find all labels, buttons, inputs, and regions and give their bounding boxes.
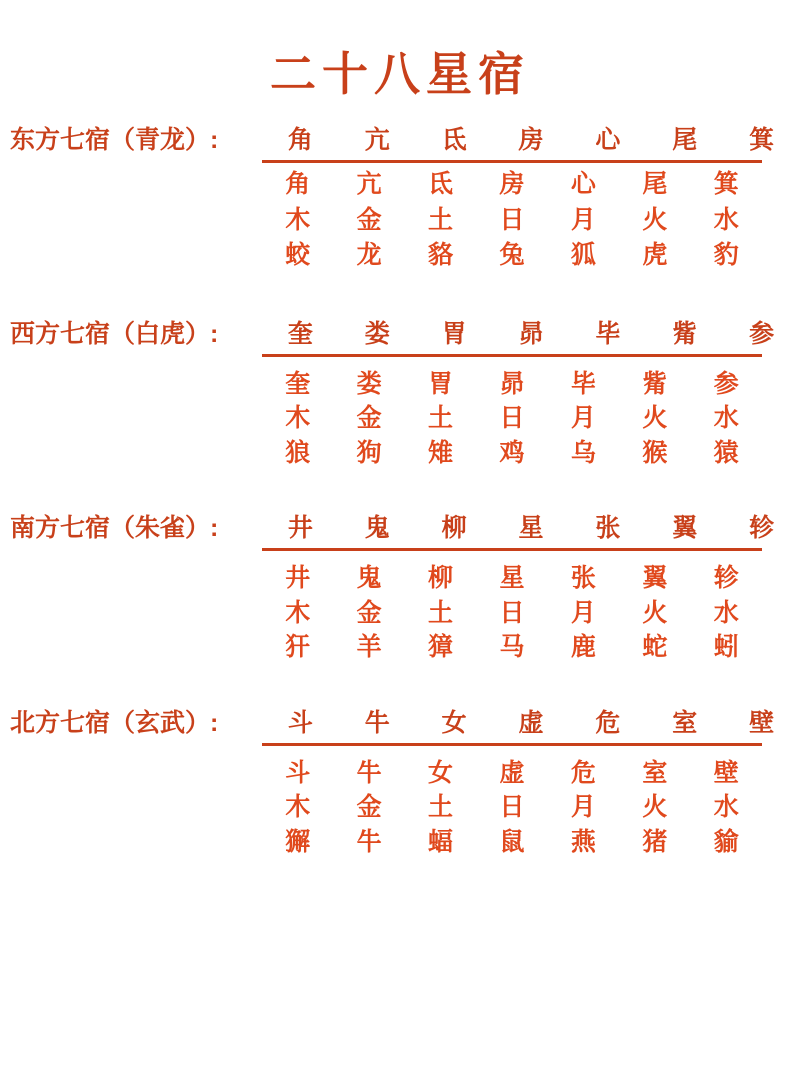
cell: 火: [642, 598, 668, 627]
cell: 奎: [285, 369, 311, 398]
cell: 室: [642, 758, 668, 787]
cell: 觜: [642, 369, 668, 398]
cell: 星: [499, 564, 525, 592]
cell: 牛: [356, 827, 382, 856]
cell: 蝠: [428, 827, 454, 856]
cell: 日: [499, 598, 525, 627]
mansion-name: 斗: [287, 708, 313, 737]
cell: 日: [499, 205, 525, 234]
table-row: [262, 367, 762, 402]
mansion-name: 尾: [672, 126, 698, 154]
mansion-name: 角: [287, 126, 313, 154]
table-row: [262, 756, 762, 791]
cell: 日: [499, 793, 525, 821]
cell: 水: [713, 205, 739, 234]
cell: 猴: [642, 438, 668, 467]
cell: 木: [285, 404, 311, 432]
cell: 木: [285, 205, 311, 234]
cell: 日: [499, 404, 525, 432]
mansion-name: 虚: [518, 708, 544, 737]
group-header: [0, 120, 800, 156]
mansion-name: 壁: [749, 708, 775, 737]
cell: 蛇: [642, 633, 668, 661]
table-row: [262, 630, 762, 665]
cell: 龙: [356, 241, 382, 269]
cell: 狗: [356, 438, 382, 467]
cell: 貐: [713, 827, 739, 856]
cell: 翼: [642, 564, 668, 592]
group-header: [0, 314, 800, 350]
group-label: 东方七宿（青龙）:: [10, 126, 219, 154]
cell: 鬼: [356, 564, 382, 592]
group-east: [0, 120, 800, 274]
table-row: [262, 401, 762, 436]
group-rows: [262, 561, 762, 665]
group-north: [0, 703, 800, 860]
cell: 马: [499, 633, 525, 661]
cell: 蛟: [285, 241, 311, 269]
group-label: 西方七宿（白虎）:: [10, 319, 219, 348]
cell: 金: [356, 793, 382, 821]
cell: 火: [642, 205, 668, 234]
cell: 犴: [285, 633, 311, 661]
cell: 亢: [356, 170, 382, 198]
cell: 乌: [570, 438, 596, 467]
group-rows: [262, 756, 762, 860]
mansion-name: 井: [287, 514, 313, 542]
cell: 鸡: [499, 438, 525, 467]
mansion-name: 危: [595, 708, 621, 737]
group-names-row: [262, 120, 800, 156]
group-south: [0, 508, 800, 665]
cell: 蚓: [713, 633, 739, 661]
group-header: [0, 703, 800, 739]
cell: 獐: [428, 633, 454, 661]
table-row: [262, 167, 762, 203]
mansion-name: 胃: [441, 319, 467, 348]
cell: 壁: [713, 758, 739, 787]
cell: 胃: [428, 369, 454, 398]
group-rows: [262, 367, 762, 471]
mansion-name: 参: [749, 319, 775, 348]
mansion-name: 鬼: [364, 514, 390, 542]
cell: 箕: [713, 170, 739, 198]
table-row: [262, 436, 762, 471]
mansion-name: 柳: [441, 514, 467, 542]
cell: 女: [428, 758, 454, 787]
table-row: [262, 825, 762, 860]
table-row: [262, 790, 762, 825]
mansion-name: 心: [595, 126, 621, 154]
cell: 柳: [428, 564, 454, 592]
cell: 房: [499, 170, 525, 198]
cell: 金: [356, 205, 382, 234]
cell: 土: [428, 205, 454, 234]
cell: 昴: [499, 369, 525, 398]
mansion-name: 氐: [441, 126, 467, 154]
table-row: [262, 561, 762, 596]
cell: 危: [570, 758, 596, 787]
cell: 豹: [713, 241, 739, 269]
group-rows: [262, 167, 762, 274]
cell: 土: [428, 793, 454, 821]
cell: 月: [570, 404, 596, 432]
cell: 月: [570, 598, 596, 627]
mansion-name: 星: [518, 514, 544, 542]
cell: 毕: [570, 369, 596, 398]
cell: 水: [713, 598, 739, 627]
cell: 猪: [642, 827, 668, 856]
cell: 心: [570, 170, 596, 198]
cell: 虎: [642, 241, 668, 269]
cell: 张: [570, 564, 596, 592]
cell: 羊: [356, 633, 382, 661]
cell: 金: [356, 598, 382, 627]
mansion-name: 女: [441, 708, 467, 737]
group-divider: [262, 743, 762, 746]
cell: 鹿: [570, 633, 596, 661]
group-header: [0, 508, 800, 544]
cell: 井: [285, 564, 311, 592]
group-names-row: [262, 314, 800, 350]
cell: 雉: [428, 438, 454, 467]
mansion-name: 毕: [595, 319, 621, 348]
table-row: [262, 238, 762, 274]
cell: 娄: [356, 369, 382, 398]
mansion-name: 张: [595, 514, 621, 542]
cell: 木: [285, 598, 311, 627]
mansion-name: 轸: [749, 514, 775, 542]
page-title: 二十八星宿: [270, 48, 530, 100]
table-row: [262, 203, 762, 239]
mansion-name: 牛: [364, 708, 390, 737]
cell: 燕: [570, 827, 596, 856]
cell: 貉: [428, 241, 454, 269]
cell: 火: [642, 404, 668, 432]
cell: 木: [285, 793, 311, 821]
group-divider: [262, 548, 762, 551]
group-west: [0, 314, 800, 471]
group-divider: [262, 354, 762, 357]
cell: 水: [713, 793, 739, 821]
cell: 水: [713, 404, 739, 432]
group-names-row: [262, 508, 800, 544]
mansion-name: 奎: [287, 319, 313, 348]
mansion-name: 室: [672, 708, 698, 737]
cell: 氐: [428, 170, 454, 198]
group-divider: [262, 160, 762, 163]
cell: 鼠: [499, 827, 525, 856]
cell: 牛: [356, 758, 382, 787]
mansion-name: 房: [518, 126, 544, 154]
cell: 虚: [499, 758, 525, 787]
mansion-name: 觜: [672, 319, 698, 348]
cell: 火: [642, 793, 668, 821]
cell: 参: [713, 369, 739, 398]
mansion-name: 昴: [518, 319, 544, 348]
cell: 獬: [285, 827, 311, 856]
mansion-name: 箕: [749, 126, 775, 154]
cell: 角: [285, 170, 311, 198]
group-names-row: [262, 703, 800, 739]
table-row: [262, 596, 762, 631]
cell: 土: [428, 598, 454, 627]
mansion-name: 翼: [672, 514, 698, 542]
mansion-name: 亢: [364, 126, 390, 154]
cell: 轸: [713, 564, 739, 592]
cell: 猿: [713, 438, 739, 467]
cell: 兔: [499, 241, 525, 269]
cell: 月: [570, 205, 596, 234]
cell: 尾: [642, 170, 668, 198]
cell: 月: [570, 793, 596, 821]
cell: 狐: [570, 241, 596, 269]
cell: 斗: [285, 758, 311, 787]
mansion-name: 娄: [364, 319, 390, 348]
cell: 金: [356, 404, 382, 432]
group-label: 南方七宿（朱雀）:: [10, 514, 219, 542]
cell: 土: [428, 404, 454, 432]
group-label: 北方七宿（玄武）:: [10, 708, 219, 737]
cell: 狼: [285, 438, 311, 467]
